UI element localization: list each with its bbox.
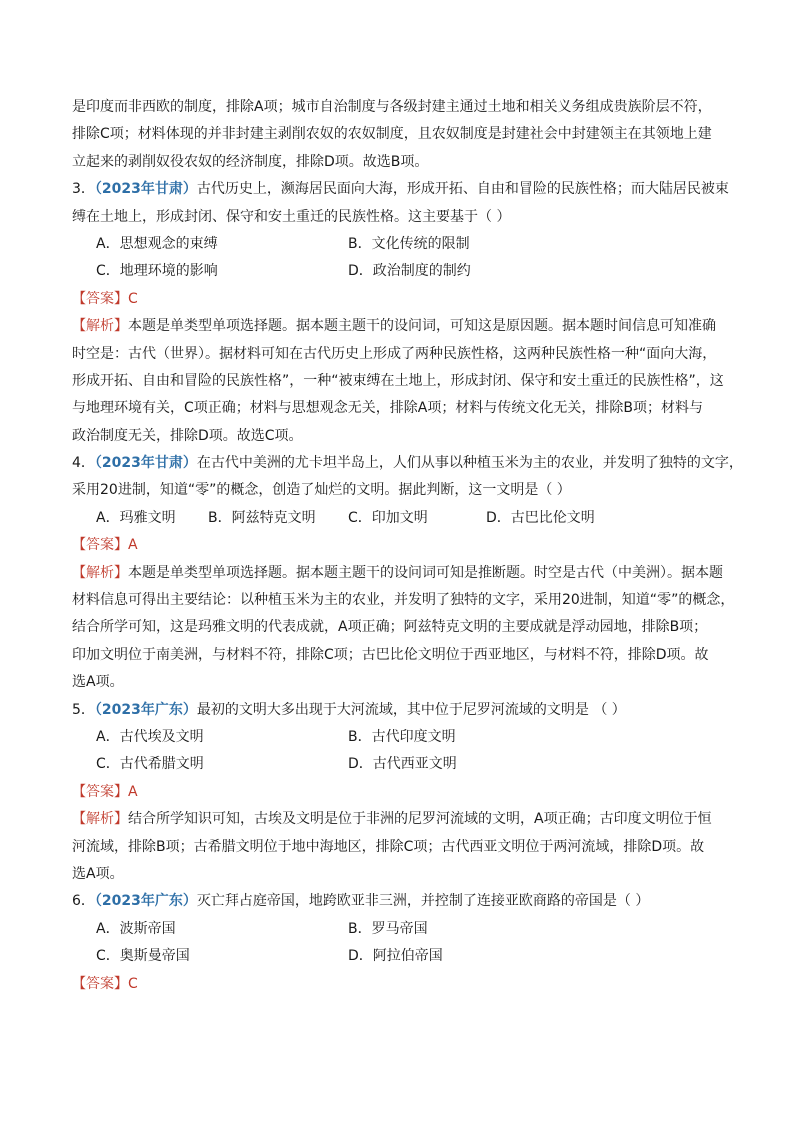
page-content [72,94,743,998]
q3-options-row-1 [72,231,732,258]
intro-line-2: 排除C项；材料体现的并非封建主剥削农奴的农奴制度，且农奴制度是封建社会中封建领主在其领地上建 [72,126,712,143]
q3-answer-label: 【答案】 [72,290,128,307]
q3-analysis-line-5: 政治制度无关，排除D项。故选C项。 [72,427,303,444]
q4-answer-value: A [128,537,138,554]
q5-options-row-2 [72,751,732,778]
q4-answer [72,532,732,559]
q3-option-b: B．文化传统的限制 [348,235,470,252]
q3-analysis-line-1 [72,313,732,340]
q5-analysis-line-2: 河流域，排除B项；古希腊文明位于地中海地区，排除C项；古代西亚文明位于两河流域，排除D项。故 [72,838,705,855]
q6-stem-line-1 [72,888,732,915]
q4-analysis-line-1 [72,560,732,587]
q3-number: 3． [72,181,95,198]
q4-option-d: D．古巴比伦文明 [486,509,595,526]
intro-line-3: 立起来的剥削奴役农奴的经济制度，排除D项。故选B项。 [72,153,429,170]
q6-number: 6． [72,893,95,910]
q3-analysis-line-2: 时空是：古代（世界）。据材料可知在古代历史上形成了两种民族性格，这两种民族性格一种“面向大海， [72,345,717,362]
q5-option-c: C．古代希腊文明 [96,756,204,773]
q6-stem-text: 灭亡拜占庭帝国，地跨欧亚非三洲，并控制了连接亚欧商路的帝国是（ ） [196,893,650,910]
q3-option-a: A．思想观念的束缚 [96,235,218,252]
q6-answer-label: 【答案】 [72,975,128,992]
q5-analysis-line-1 [72,806,732,833]
q6-options-row-1 [72,916,732,943]
q6-source: （2023年广东） [94,893,197,910]
q4-number: 4． [72,455,95,472]
q6-option-d: D．阿拉伯帝国 [348,948,443,965]
q4-stem-line-1 [72,450,743,477]
q4-stem-text: 在古代中美洲的尤卡坦半岛上，人们从事以种植玉米为主的农业，并发明了独特的文字， [196,455,743,472]
q3-answer-value: C [128,290,138,307]
q6-options-row-2 [72,943,732,970]
q5-answer-label: 【答案】 [72,783,128,800]
q5-answer [72,779,732,806]
q4-source: （2023年甘肃） [94,455,197,472]
q5-analysis-text: 结合所学知识可知，古埃及文明是位于非洲的尼罗河流域的文明，A项正确；古印度文明位于恒 [128,811,712,828]
q6-answer [72,971,732,998]
q4-stem-line-2: 采用20进制，知道“零”的概念，创造了灿烂的文明。据此判断，这一文明是（ ） [72,482,571,499]
q6-option-b: B．罗马帝国 [348,920,428,937]
q4-answer-label: 【答案】 [72,537,128,554]
q5-analysis-line-3: 选A项。 [72,865,124,882]
q4-options-row [72,505,732,532]
q4-option-c: C．印加文明 [348,509,428,526]
q3-option-d: D．政治制度的制约 [348,263,471,280]
q6-answer-value: C [128,975,138,992]
q5-analysis-label: 【解析】 [72,811,128,828]
q5-source: （2023年广东） [94,701,197,718]
q5-stem-line-1 [72,697,732,724]
q4-analysis-text: 本题是单类型单项选择题。据本题主题干的设问词可知是推断题。时空是古代（中美洲）。据本题 [128,564,723,581]
q4-option-a: A．玛雅文明 [96,509,176,526]
q6-option-a: A．波斯帝国 [96,920,176,937]
q4-option-b: B．阿兹特克文明 [208,509,316,526]
q3-analysis-line-4: 与地理环境有关，C项正确；材料与思想观念无关，排除A项；材料与传统文化无关，排除B项；材料与 [72,400,703,417]
q3-option-c: C．地理环境的影响 [96,263,218,280]
q3-analysis-text: 本题是单类型单项选择题。据本题主题干的设问词，可知这是原因题。据本题时间信息可知准确 [128,318,716,335]
q4-analysis-line-2: 材料信息可得出主要结论：以种植玉米为主的农业，并发明了独特的文字，采用20进制，知道“零”的概念， [72,592,735,609]
q4-analysis-label: 【解析】 [72,564,128,581]
q5-stem-text: 最初的文明大多出现于大河流域，其中位于尼罗河流域的文明是 （ ） [196,701,626,718]
q4-analysis-line-4: 印加文明位于南美洲，与材料不符，排除C项；古巴比伦文明位于西亚地区，与材料不符，排除D项。故 [72,646,709,663]
q3-options-row-2 [72,258,732,285]
q3-stem-line-2: 缚在土地上，形成封闭、保守和安土重迁的民族性格。这主要基于（ ） [72,208,511,225]
q5-option-b: B．古代印度文明 [348,728,456,745]
q5-answer-value: A [128,783,138,800]
q5-option-a: A．古代埃及文明 [96,728,204,745]
q3-stem-text: 古代历史上，濒海居民面向大海，形成开拓、自由和冒险的民族性格；而大陆居民被束 [196,181,729,198]
q5-number: 5． [72,701,95,718]
q4-analysis-line-5: 选A项。 [72,674,124,691]
q5-option-d: D．古代西亚文明 [348,756,457,773]
q4-analysis-line-3: 结合所学可知，这是玛雅文明的代表成就，A项正确；阿兹特克文明的主要成就是浮动园地，排除B项； [72,619,708,636]
q5-options-row-1 [72,724,732,751]
q6-option-c: C．奥斯曼帝国 [96,948,190,965]
q3-stem-line-1 [72,176,732,203]
q3-analysis-label: 【解析】 [72,318,128,335]
q3-analysis-line-3: 形成开拓、自由和冒险的民族性格”，一种“被束缚在土地上，形成封闭、保守和安土重迁的民族性格”，这 [72,372,724,389]
q3-source: （2023年甘肃） [94,181,197,198]
intro-line-1: 是印度而非西欧的制度，排除A项；城市自治制度与各级封建主通过土地和相关义务组成贵族阶层不符， [72,99,712,115]
q3-answer [72,286,732,313]
